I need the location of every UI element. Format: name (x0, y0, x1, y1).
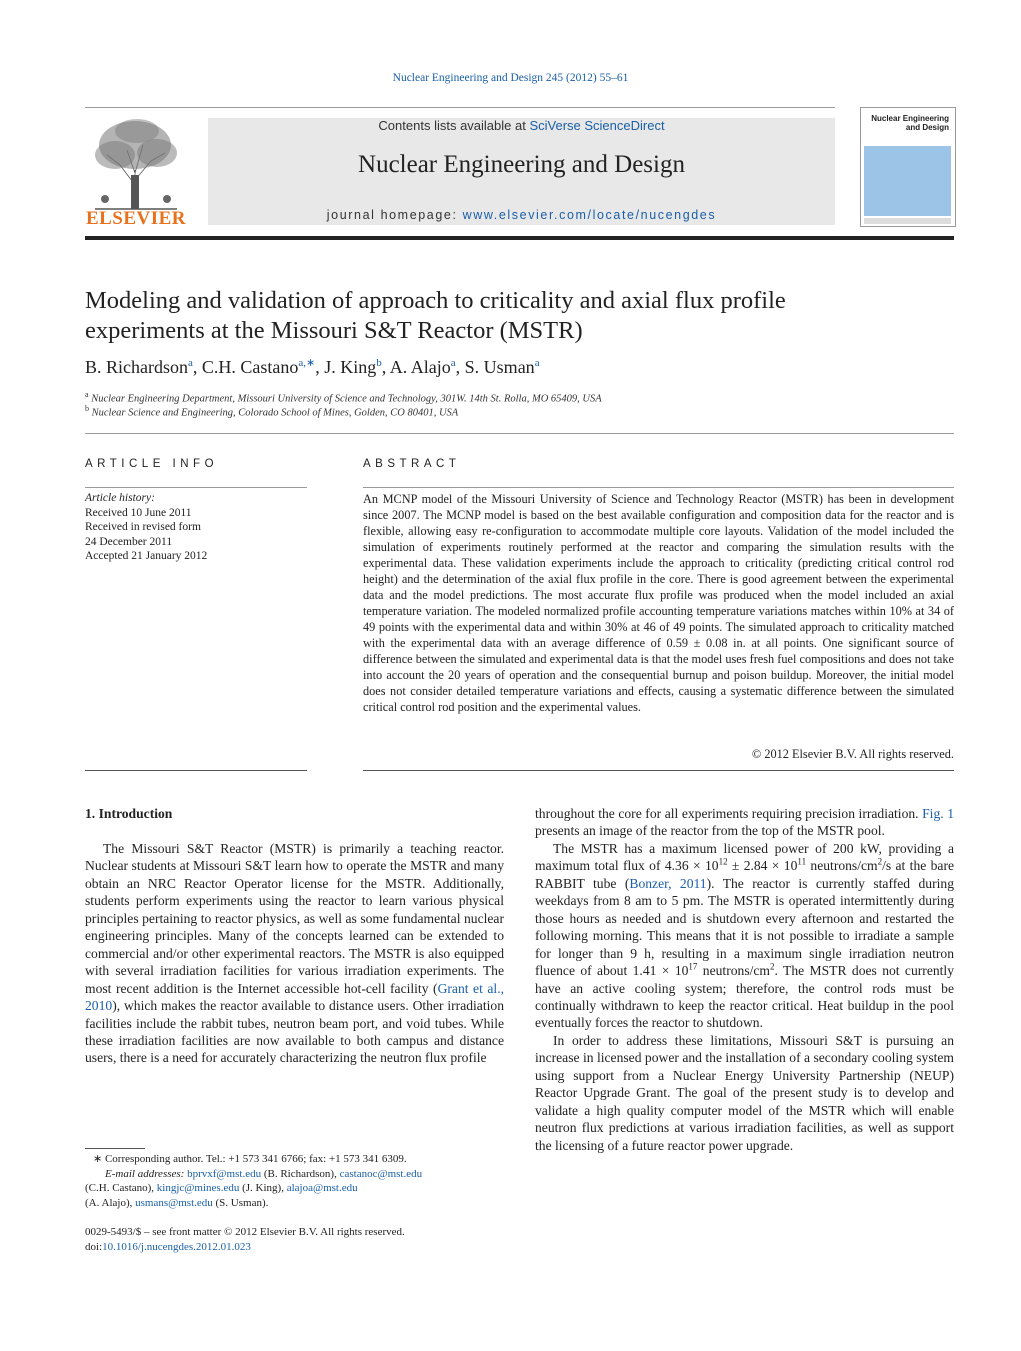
p2-text-g: . The MSTR does not currently have an active cooling system; therefore, the control rods must be continually withdrawn to keep the reactor critical. Heat buildup in the pool eventually forces the reactor to shutdown. (535, 963, 954, 1031)
p2-text-d: /s at the bare RABBIT tube ( (535, 858, 954, 891)
author-sup[interactable]: b (376, 357, 382, 369)
author-name[interactable]: C.H. Castano (201, 357, 299, 377)
exponent: 2 (877, 856, 883, 867)
citation-link-bonzer[interactable]: Bonzer, 2011 (629, 875, 707, 891)
affiliation-a (85, 390, 602, 405)
abstract-copyright: © 2012 Elsevier B.V. All rights reserved. (751, 747, 954, 761)
p2-text-e: ). The reactor is currently staffed during weekdays from 8 am to 5 pm. The MSTR is operated intermittently during those hours as needed and is shutdown every afternoon and restarted the following morning. This means that it is not possible to irradiate a sample for longer than 9 h, resulting in a maximum single irradiation neutron fluence of about 1.41 × 10 (535, 875, 954, 979)
article-history (85, 491, 307, 564)
history-item: Received 10 June 2011 (85, 506, 192, 519)
cover-title (871, 114, 949, 132)
header-rule (85, 107, 835, 108)
publication-meta (85, 1225, 504, 1254)
section-heading-introduction: 1. Introduction (85, 806, 173, 821)
tree-icon (85, 115, 187, 211)
title-divider (85, 433, 954, 434)
history-label: Article history: (85, 492, 155, 504)
issn-line: 0029-5493/$ – see front matter © 2012 Elsevier B.V. All rights reserved. (85, 1226, 405, 1238)
history-item: Received in revised form (85, 521, 201, 533)
contents-line (208, 118, 835, 133)
figure-link-1[interactable]: Fig. 1 (922, 806, 954, 821)
author-sup[interactable]: a (450, 357, 456, 369)
author-sup[interactable]: a (188, 357, 193, 369)
affiliation-b (85, 404, 458, 419)
affiliation-text: Nuclear Science and Engineering, Colorado School of Mines, Golden, CO 80401, USA (91, 407, 459, 419)
email-link[interactable]: alajoa@mst.edu (286, 1182, 358, 1194)
body-column-right (535, 805, 954, 1154)
p1-cont-a: throughout the core for all experiments requiring precision irradiation. (535, 806, 923, 821)
p1-cont-b: presents an image of the reactor from the top of the MSTR pool. (535, 823, 885, 839)
corresponding-author-note: ∗ Corresponding author. Tel.: +1 573 341 6766; fax: +1 573 341 6309. (93, 1153, 407, 1165)
homepage-prefix: journal homepage: (326, 208, 463, 222)
cover-title-line2: and Design (905, 123, 949, 132)
author-name[interactable]: A. Alajo (389, 357, 451, 377)
affiliation-sup: b (85, 404, 89, 413)
journal-title: Nuclear Engineering and Design (358, 151, 685, 178)
title-line-1: Modeling and validation of approach to criticality and axial flux profile (85, 287, 786, 314)
footnote-rule (85, 1148, 145, 1149)
email-link[interactable]: kingjc@mines.edu (156, 1182, 240, 1194)
email-line (85, 1167, 504, 1182)
article-info-bottom-rule (85, 770, 307, 771)
header-thick-rule (85, 236, 954, 240)
doi-prefix: doi: (85, 1240, 103, 1253)
abstract-text: An MCNP model of the Missouri University of Science and Technology Reactor (MSTR) has been in development since 2007. The MCNP model is based on the best available configuration and composition data for the reactor and is flexible, allowing easy re-configuration to accommodate multiple core layouts. Validation of the model included the simulation of experiments routinely performed at the reactor and comparing the simulation results with the experimental data. These validation experiments include the approach to criticality (predicting critical control rod height) and the determination of the axial flux profile in the core. There is good agreement between the experimental data and the model predictions. The most accurate flux profile was produced when the model included an axial temperature variation. The modeled normalized profile accounting temperature variations matches within 10% at 34 of 49 points with the experimental data and within 30% at 46 of 49 points. The simulated approach to criticality matched with the experimental data with an average difference of 0.59 ± 0.08 in. at all points. One significant source of difference between the simulated and experimental data is that the model uses fresh fuel compositions and does not take into account the 20 years of operation and the consequential burnup and poison buildup. Moreover, the initial model does not consider detailed temperature variations and effects, causing a systematic difference between the simulated critical control rod position and the experimental values. (363, 492, 954, 714)
email-owner: (S. Usman). (212, 1196, 269, 1209)
exponent: 12 (718, 856, 728, 867)
body-column-left (85, 840, 504, 1067)
cover-image (864, 146, 951, 216)
email-line (85, 1181, 504, 1196)
email-link[interactable]: bprvxf@mst.edu (187, 1167, 262, 1180)
p1-text-a: The Missouri S&T Reactor (MSTR) is primarily a teaching reactor. Nuclear students at Missouri S&T learn how to operate the MSTR and many obtain an NRC Reactor Operator license for the MSTR. Additionally, students perform experiments using the reactor to learn various physical principles pertaining to reactor physics, as well as some fundamental nuclear engineering principles. Many of the concepts learned can be extended to commercial and/or other experimental reactors. The MSTR is also equipped with several irradiation facilities for various irradiation experiments. The most recent addition is the Internet accessible hot-cell facility ( (85, 841, 504, 996)
author-sup[interactable]: a (534, 357, 540, 369)
email-label: E-mail addresses: (105, 1167, 188, 1180)
publisher-logo-text: ELSEVIER (85, 208, 187, 229)
article-info-heading: ARTICLE INFO (85, 458, 219, 470)
article-title (85, 286, 885, 346)
elsevier-logo[interactable] (85, 115, 187, 230)
affiliation-sup: a (85, 390, 89, 399)
email-owner: (C.H. Castano), (85, 1182, 157, 1194)
doi-line (85, 1240, 504, 1255)
p1-text-b: ), which makes the reactor available to distance users. Other irradiation facilities include the rabbit tubes, neutron beam port, and void tubes. While these irradiation facilities are now available to both campus and distance users, there is a need for accurately characterizing the neutron flux profile (85, 998, 504, 1066)
cover-title-line1: Nuclear Engineering (871, 114, 949, 123)
author-sup[interactable]: a,∗ (298, 357, 316, 369)
email-line (85, 1196, 504, 1211)
abstract-heading: ABSTRACT (363, 458, 461, 470)
p2-text-c: neutrons/cm (806, 858, 878, 874)
author-list: B. Richardson$^a$, C.H. Castano$^{a,∗}$, J. King$^b$, A. Alajo$^a$, S. Usman$^a$ (85, 357, 540, 377)
author-name[interactable]: S. Usman (464, 357, 535, 377)
email-owner: (J. King), (239, 1182, 287, 1194)
p2-text-a: The MSTR has a maximum licensed power of 200 kW, providing a maximum total flux of 4.36 × 10 (535, 840, 954, 874)
affiliation-text: Nuclear Engineering Department, Missouri University of Science and Technology, 301W. 14th St. Rolla, MO 65409, USA (91, 393, 602, 405)
doi-link[interactable]: 10.1016/j.nucengdes.2012.01.023 (102, 1240, 251, 1253)
footnotes (85, 1152, 504, 1210)
p2-text-b: ± 2.84 × 10 (727, 858, 798, 874)
journal-citation[interactable]: Nuclear Engineering and Design 245 (2012) 55–61 (392, 72, 629, 84)
p2-text-f: neutrons/cm (697, 963, 770, 979)
email-link[interactable]: castanoc@mst.edu (339, 1167, 423, 1180)
abstract-bottom-rule (363, 770, 954, 771)
homepage-link[interactable]: www.elsevier.com/locate/nucengdes (462, 208, 717, 222)
paragraph-1-continued (535, 805, 954, 840)
author-name[interactable]: B. Richardson (85, 357, 188, 377)
history-item: Accepted 21 January 2012 (85, 550, 208, 562)
email-owner: (A. Alajo), (85, 1196, 136, 1209)
article-info-rule (85, 487, 307, 488)
exponent: 11 (797, 856, 807, 867)
author-name[interactable]: J. King (324, 357, 377, 377)
history-item: 24 December 2011 (85, 535, 173, 548)
contents-prefix: Contents lists available at (378, 118, 530, 133)
exponent: 17 (688, 961, 698, 972)
journal-homepage (208, 208, 835, 222)
journal-cover-thumbnail[interactable] (860, 107, 956, 227)
exponent: 2 (770, 961, 775, 972)
paragraph-3: In order to address these limitations, Missouri S&T is pursuing an increase in licensed power and the installation of a secondary cooling system using support from a Nuclear Energy University Partnership (NEUP) Reactor Upgrade Grant. The goal of the present study is to develop and validate a high quality computer model of the MSTR which will enable neutron flux predictions at various irradiation facilities, as well as support the licensing of a future reactor power upgrade. (535, 1032, 954, 1153)
email-link[interactable]: usmans@mst.edu (135, 1196, 213, 1209)
sciencedirect-link[interactable]: SciVerse ScienceDirect (529, 118, 665, 133)
email-owner: (B. Richardson), (261, 1167, 340, 1180)
paragraph-1 (85, 840, 504, 1067)
cover-footer (864, 218, 951, 224)
title-line-2: experiments at the Missouri S&T Reactor (MSTR) (85, 317, 583, 344)
citation-link-grant[interactable]: Grant et al., 2010 (85, 980, 504, 1014)
paragraph-2 (535, 840, 954, 1032)
abstract-rule (363, 487, 954, 488)
